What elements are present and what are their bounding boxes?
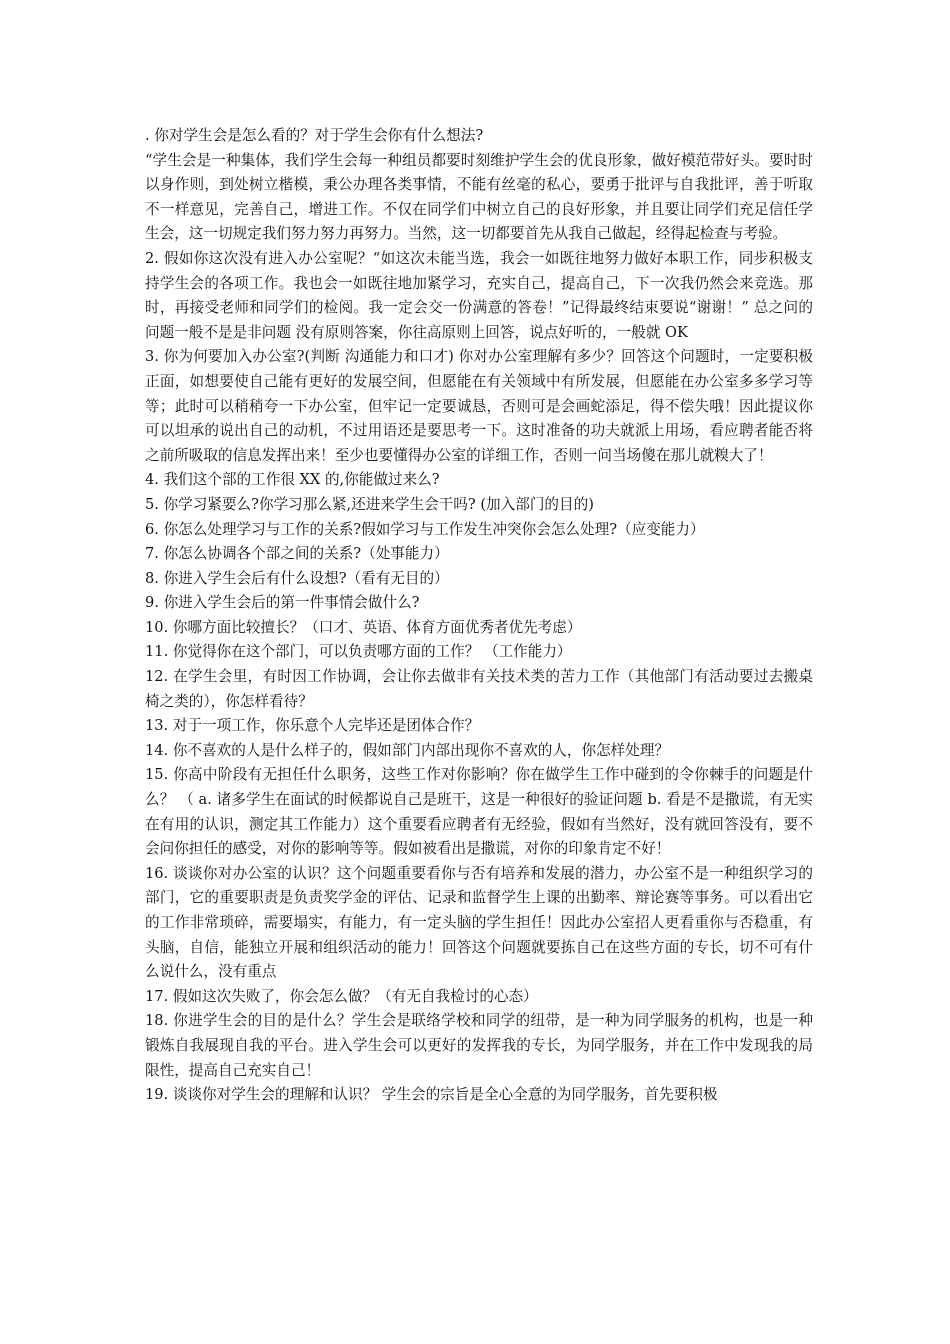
paragraph-question-19: 19. 谈谈你对学生会的理解和认识？ 学生会的宗旨是全心全意的为同学服务，首先要积极	[145, 1086, 718, 1104]
paragraph-intro-answer: “学生会是一种集体，我们学生会每一种组员都要时刻维护学生会的优良形象，做好模范带好头。要时时以身作则，到处树立楷模，秉公办理各类事情，不能有丝毫的私心，要勇于批评与自我批评，善于听取不一样意见，完善自己，增进工作。不仅在同学们中树立自己的良好形象，并且要让同学们充足信任学生会，这一切规定我们努力努力再努力。当然，这一切都要首先从我自己做起，经得起检查与考验。	[145, 151, 813, 243]
paragraph-question-17: 17. 假如这次失败了，你会怎么做？（有无自我检讨的心态）	[145, 987, 538, 1005]
paragraph-question-12: 12. 在学生会里，有时因工作协调，会让你去做非有关技术类的苦力工作（其他部门有活动要过去搬桌椅之类的），你怎样看待？	[145, 668, 813, 710]
paragraph-question-10: 10. 你哪方面比较擅长？（口才、英语、体育方面优秀者优先考虑）	[145, 618, 582, 636]
paragraph-question-16: 16. 谈谈你对办公室的认识？这个问题重要看你与否有培养和发展的潜力，办公室不是一种组织学习的部门，它的重要职责是负责奖学金的评估、记录和监督学生上课的出勤率、辩论赛等事务。可以看出它的工作非常琐碎，需要塌实，有能力，有一定头脑的学生担任！因此办公室招人更看重你与否稳重，有头脑，自信，能独立开展和组织活动的能力！回答这个问题就要拣自己在这些方面的专长，切不可有什么说什么，没有重点	[145, 864, 813, 981]
paragraph-question-5: 5. 你学习紧要么?你学习那么紧,还进来学生会干吗? (加入部门的目的)	[145, 495, 594, 513]
paragraph-question-13: 13. 对于一项工作，你乐意个人完毕还是团体合作？	[145, 717, 480, 735]
paragraph-question-2: 2. 假如你这次没有进入办公室呢？“如这次未能当选，我会一如既往地努力做好本职工作，同步积极支持学生会的各项工作。我也会一如既往地加紧学习，充实自己，提高自己，下一次我仍然会来竞选。那时，再接受老师和同学们的检阅。我一定会交一份满意的答卷！”记得最终结束要说“谢谢！” 总之问的问题一般不是是非问题 没有原则答案，你往高原则上回答，说点好听的，一般就 OK	[145, 249, 813, 341]
paragraph-question-7: 7. 你怎么协调各个部之间的关系?（处事能力）	[145, 545, 449, 563]
paragraph-question-11: 11. 你觉得你在这个部门，可以负责哪方面的工作？ （工作能力）	[145, 643, 572, 661]
paragraph-question-3: 3. 你为何要加入办公室?(判断 沟通能力和口才) 你对办公室理解有多少？回答这个问题时，一定要积极正面，如想要使自己能有更好的发展空间，但愿能在有关领域中有所发展，但愿能在办公室多多学习等等；此时可以稍稍夸一下办公室，但牢记一定要诚恳，否则可是会画蛇添足，得不偿失哦！因此提议你可以坦承的说出自己的动机，不过用语还是要思考一下。这时准备的功夫就派上用场，看应聘者能否将之前所吸取的信息发挥出来！至少也要懂得办公室的详细工作，否则一问当场傻在那儿就糗大了！	[145, 348, 813, 464]
document-page	[145, 124, 813, 1108]
paragraph-question-4: 4. 我们这个部的工作很 XX 的,你能做过来么?	[145, 471, 440, 489]
paragraph-intro-question: . 你对学生会是怎么看的？对于学生会你有什么想法?	[145, 127, 484, 144]
paragraph-question-9: 9. 你进入学生会后的第一件事情会做什么?	[145, 594, 420, 612]
paragraph-question-14: 14. 你不喜欢的人是什么样子的，假如部门内部出现你不喜欢的人，你怎样处理？	[145, 741, 670, 759]
paragraph-question-8: 8. 你进入学生会后有什么设想?（看有无目的）	[145, 569, 449, 587]
paragraph-question-18: 18. 你进学生会的目的是什么？学生会是联络学校和同学的纽带，是一种为同学服务的机构，也是一种锻炼自我展现自我的平台。进入学生会可以更好的发挥我的专长，为同学服务，并在工作中发现我的局限性，提高自己充实自己！	[145, 1012, 813, 1079]
paragraph-question-15: 15. 你高中阶段有无担任什么职务，这些工作对你影响？你在做学生工作中碰到的令你棘手的问题是什么？ （ a. 诸多学生在面试的时候都说自己是班干，这是一种很好的验证问题 b. 看是不是撒谎，有无实在有用的认识，测定其工作能力）这个重要看应聘者有无经验，假如有当然好，没有就回答没有，要不会问你担任的感受，对你的影响等等。假如被看出是撒谎，对你的印象肯定不好！	[145, 766, 813, 858]
paragraph-question-6: 6. 你怎么处理学习与工作的关系?假如学习与工作发生冲突你会怎么处理?（应变能力）	[145, 520, 705, 538]
